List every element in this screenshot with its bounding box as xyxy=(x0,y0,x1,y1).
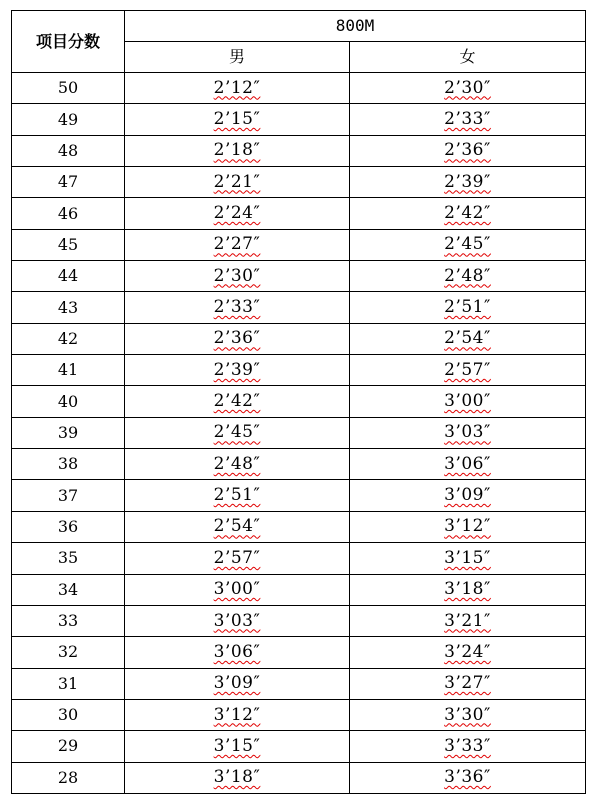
male-time-cell xyxy=(125,699,350,730)
female-time-cell xyxy=(350,417,586,448)
female-time-cell xyxy=(350,386,586,417)
male-time: 2’12″ xyxy=(213,77,261,98)
table-row xyxy=(12,135,586,166)
female-time-cell xyxy=(350,292,586,323)
male-time-cell xyxy=(125,543,350,574)
female-time: 3’24″ xyxy=(444,641,491,662)
male-time: 2’48″ xyxy=(213,453,261,474)
score-cell: 30 xyxy=(12,699,125,730)
male-time-cell xyxy=(125,668,350,699)
male-time-cell xyxy=(125,637,350,668)
table-row xyxy=(12,480,586,511)
male-time-cell xyxy=(125,135,350,166)
table-row xyxy=(12,731,586,762)
female-time: 2’51″ xyxy=(444,297,491,318)
male-time-cell xyxy=(125,323,350,354)
female-time-cell xyxy=(350,167,586,198)
score-cell: 49 xyxy=(12,104,125,135)
male-time: 2’42″ xyxy=(213,391,261,412)
score-cell: 31 xyxy=(12,668,125,699)
male-time-cell xyxy=(125,449,350,480)
female-time: 3’21″ xyxy=(444,610,491,631)
female-time-cell xyxy=(350,104,586,135)
male-header: 男 xyxy=(125,42,350,73)
score-cell: 43 xyxy=(12,292,125,323)
male-time: 2’57″ xyxy=(213,547,261,568)
male-time: 2’51″ xyxy=(213,485,261,506)
score-cell: 33 xyxy=(12,605,125,636)
score-cell: 37 xyxy=(12,480,125,511)
male-time-cell xyxy=(125,731,350,762)
male-time-cell xyxy=(125,292,350,323)
female-time: 2’36″ xyxy=(444,140,491,161)
female-time-cell xyxy=(350,543,586,574)
score-table-body xyxy=(12,11,586,794)
female-time: 3’03″ xyxy=(444,422,491,443)
score-cell: 36 xyxy=(12,511,125,542)
score-cell: 28 xyxy=(12,762,125,793)
female-time: 2’57″ xyxy=(444,359,491,380)
male-time: 3’06″ xyxy=(213,641,261,662)
male-time-cell xyxy=(125,355,350,386)
female-time: 3’33″ xyxy=(444,735,491,756)
table-row xyxy=(12,449,586,480)
female-header: 女 xyxy=(350,42,586,73)
female-time-cell xyxy=(350,731,586,762)
score-cell: 42 xyxy=(12,323,125,354)
female-time-cell xyxy=(350,323,586,354)
female-time-cell xyxy=(350,574,586,605)
female-time: 2’33″ xyxy=(444,109,491,130)
table-row xyxy=(12,417,586,448)
male-time-cell xyxy=(125,480,350,511)
event-header: 800M xyxy=(125,11,586,42)
male-time: 3’03″ xyxy=(213,610,261,631)
female-time: 3’00″ xyxy=(444,391,491,412)
corner-header: 项目分数 xyxy=(12,11,125,73)
male-time: 3’18″ xyxy=(213,767,261,788)
female-time-cell xyxy=(350,73,586,104)
score-table xyxy=(11,10,586,794)
table-row xyxy=(12,637,586,668)
female-time: 2’45″ xyxy=(444,234,491,255)
table-row xyxy=(12,292,586,323)
female-time: 3’15″ xyxy=(444,547,491,568)
female-time: 3’36″ xyxy=(444,767,491,788)
female-time: 3’09″ xyxy=(444,485,491,506)
score-cell: 44 xyxy=(12,261,125,292)
female-time: 3’27″ xyxy=(444,673,491,694)
male-time: 2’33″ xyxy=(213,297,261,318)
female-time: 2’54″ xyxy=(444,328,491,349)
male-time: 3’09″ xyxy=(213,673,261,694)
table-row xyxy=(12,699,586,730)
female-time: 3’18″ xyxy=(444,579,491,600)
male-time-cell xyxy=(125,73,350,104)
score-cell: 39 xyxy=(12,417,125,448)
male-time: 2’39″ xyxy=(213,359,261,380)
male-time: 3’15″ xyxy=(213,735,261,756)
female-time-cell xyxy=(350,355,586,386)
score-cell: 34 xyxy=(12,574,125,605)
male-time-cell xyxy=(125,417,350,448)
table-row xyxy=(12,229,586,260)
female-time-cell xyxy=(350,637,586,668)
female-time-cell xyxy=(350,605,586,636)
male-time-cell xyxy=(125,229,350,260)
male-time: 2’45″ xyxy=(213,422,261,443)
female-time-cell xyxy=(350,261,586,292)
female-time-cell xyxy=(350,762,586,793)
female-time: 2’30″ xyxy=(444,77,491,98)
male-time: 3’00″ xyxy=(213,579,261,600)
female-time: 3’06″ xyxy=(444,453,491,474)
score-cell: 50 xyxy=(12,73,125,104)
score-cell: 32 xyxy=(12,637,125,668)
male-time: 3’12″ xyxy=(213,704,261,725)
male-time: 2’18″ xyxy=(213,140,261,161)
table-row xyxy=(12,323,586,354)
male-time-cell xyxy=(125,574,350,605)
score-cell: 41 xyxy=(12,355,125,386)
male-time-cell xyxy=(125,605,350,636)
table-row xyxy=(12,167,586,198)
male-time-cell xyxy=(125,198,350,229)
table-row xyxy=(12,355,586,386)
table-row xyxy=(12,605,586,636)
score-cell: 47 xyxy=(12,167,125,198)
male-time: 2’54″ xyxy=(213,516,261,537)
score-cell: 29 xyxy=(12,731,125,762)
male-time: 2’30″ xyxy=(213,265,261,286)
female-time-cell xyxy=(350,668,586,699)
score-cell: 46 xyxy=(12,198,125,229)
female-time-cell xyxy=(350,198,586,229)
female-time: 3’30″ xyxy=(444,704,491,725)
score-cell: 35 xyxy=(12,543,125,574)
score-cell: 48 xyxy=(12,135,125,166)
male-time-cell xyxy=(125,386,350,417)
male-time-cell xyxy=(125,762,350,793)
table-row xyxy=(12,762,586,793)
male-time: 2’27″ xyxy=(213,234,261,255)
female-time-cell xyxy=(350,449,586,480)
score-cell: 40 xyxy=(12,386,125,417)
table-row xyxy=(12,104,586,135)
male-time-cell xyxy=(125,261,350,292)
table-row xyxy=(12,261,586,292)
male-time: 2’21″ xyxy=(213,171,261,192)
male-time: 2’36″ xyxy=(213,328,261,349)
male-time-cell xyxy=(125,511,350,542)
table-row xyxy=(12,543,586,574)
table-row xyxy=(12,73,586,104)
female-time-cell xyxy=(350,511,586,542)
male-time: 2’24″ xyxy=(213,203,261,224)
score-cell: 38 xyxy=(12,449,125,480)
female-time: 2’42″ xyxy=(444,203,491,224)
table-row xyxy=(12,198,586,229)
table-row xyxy=(12,574,586,605)
score-cell: 45 xyxy=(12,229,125,260)
male-time-cell xyxy=(125,167,350,198)
table-row xyxy=(12,386,586,417)
male-time-cell xyxy=(125,104,350,135)
header-row-event xyxy=(12,11,586,42)
female-time-cell xyxy=(350,135,586,166)
female-time: 2’48″ xyxy=(444,265,491,286)
table-row xyxy=(12,511,586,542)
female-time-cell xyxy=(350,229,586,260)
female-time: 3’12″ xyxy=(444,516,491,537)
female-time-cell xyxy=(350,480,586,511)
female-time: 2’39″ xyxy=(444,171,491,192)
female-time-cell xyxy=(350,699,586,730)
table-row xyxy=(12,668,586,699)
male-time: 2’15″ xyxy=(213,109,261,130)
